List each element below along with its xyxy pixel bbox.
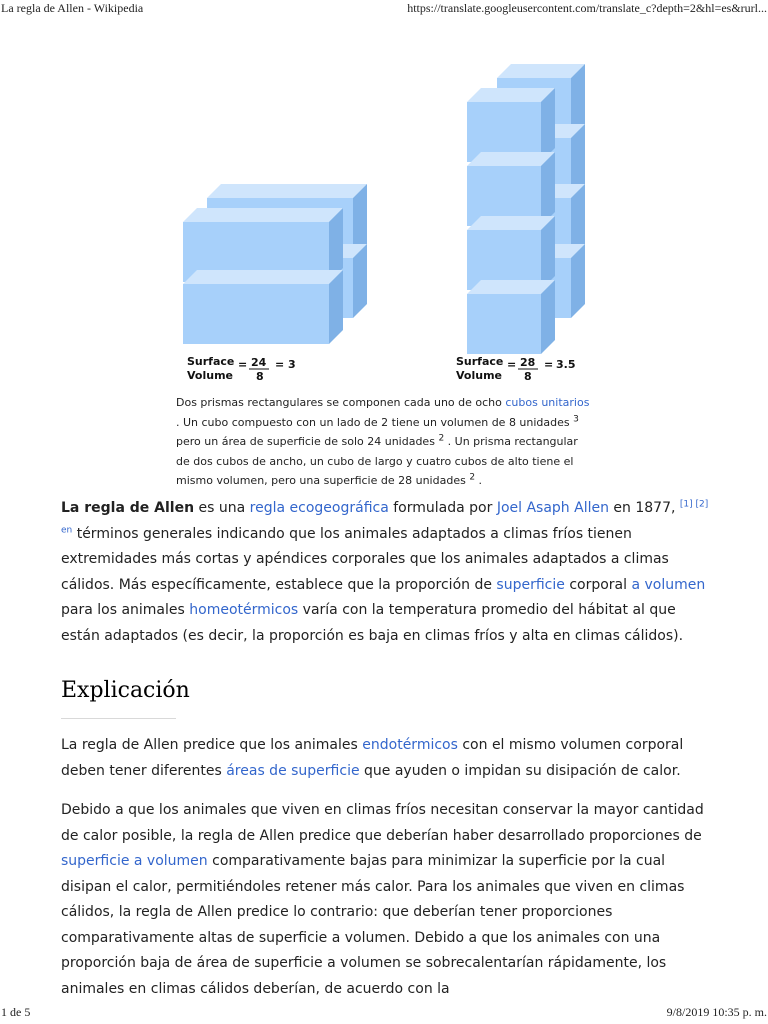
body-text: Debido a que los animales que viven en climas fríos necesitan conservar la mayor cantidad de calor posible, la regla de Allen predice que deberían haber desarrollado proporciones de xyxy=(61,802,704,844)
body-text: que ayuden o impidan su disipación de calor. xyxy=(359,762,681,779)
figure-caption xyxy=(176,393,594,491)
link-areas-de-superficie[interactable]: áreas de superficie xyxy=(226,762,360,779)
ref-en[interactable]: en xyxy=(61,524,73,535)
caption-sup: 2 xyxy=(469,472,476,483)
caption-text: . Un prisma rectangular de dos cubos de ancho, un cubo de largo y cuatro cubos de alto tiene el mismo volumen, pero una superficie de 28 unidades xyxy=(176,435,578,487)
page-url[interactable]: https://translate.googleusercontent.com/translate_c?depth=2&hl=es&rurl... xyxy=(407,1,767,15)
cube-right-front-4 xyxy=(467,280,555,354)
ref-2[interactable]: [2] xyxy=(695,499,709,510)
explanation-paragraph-1 xyxy=(61,733,711,784)
link-superficie-a-volumen[interactable]: superficie a volumen xyxy=(61,853,208,869)
body-text: corporal xyxy=(564,576,632,593)
body-text: es una xyxy=(194,500,250,516)
body-text: comparativamente bajas para minimizar la superficie por la cual disipan el calor, permitiéndoles retener más calor. Para los animales que viven en climas cálidos, la regla de Allen predice lo contrario: que deberían tener proporciones comparativamente altas de superficie a volumen. Debido a que los animales con una proporción baja de área de superficie a volumen se sobrecalentarían rápidamente, los animales en climas cálidos deberían, de acuerdo con la xyxy=(61,853,685,997)
cube-right-front-1 xyxy=(467,88,555,162)
left-surface-label: Surface xyxy=(187,355,235,368)
left-volume-label: Volume xyxy=(187,369,233,382)
cube-prisms-figure xyxy=(175,58,593,388)
cube-right-front-2 xyxy=(467,152,555,226)
link-homeotermicos[interactable]: homeotérmicos xyxy=(189,602,299,618)
cube-right-front-3 xyxy=(467,216,555,290)
explanation-paragraph-2 xyxy=(61,798,711,1002)
right-surface-label: Surface xyxy=(456,355,504,368)
right-volume-label: Volume xyxy=(456,369,502,382)
right-numerator: 28 xyxy=(520,356,536,369)
caption-text: Dos prismas rectangulares se componen cada uno de ocho xyxy=(176,396,506,409)
link-superficie[interactable]: superficie xyxy=(496,576,565,593)
intro-paragraph xyxy=(61,496,711,649)
page-number: 1 de 5 xyxy=(1,1005,31,1019)
body-text: varía con la temperatura promedio del hábitat al que están adaptados (es decir, la proporción es baja en climas fríos y alta en climas cálidos). xyxy=(61,602,684,644)
link-a-volumen[interactable]: a volumen xyxy=(631,576,706,593)
print-footer xyxy=(0,1002,768,1024)
caption-text: pero un área de superficie de solo 24 unidades xyxy=(176,435,439,448)
link-joel-asaph-allen[interactable]: Joel Asaph Allen xyxy=(496,500,609,516)
page-title: La regla de Allen - Wikipedia xyxy=(1,1,144,15)
body-text: La regla de Allen predice que los animales xyxy=(61,737,363,753)
right-eq-2: = xyxy=(544,358,554,371)
body-text: en 1877, xyxy=(608,500,680,516)
body-text: con el mismo volumen corporal deben tener diferentes xyxy=(61,737,684,779)
caption-text: . Un cubo compuesto con un lado de 2 tiene un volumen de 8 unidades xyxy=(176,415,574,429)
right-eq-1: = xyxy=(507,358,517,371)
link-regla-ecogeografica[interactable]: regla ecogeográfica xyxy=(249,500,389,516)
left-numerator: 24 xyxy=(251,356,267,369)
article-subject: La regla de Allen xyxy=(61,500,195,516)
section-heading-explicacion: Explicación xyxy=(61,674,176,719)
cube-prisms-image xyxy=(175,58,593,388)
right-denominator: 8 xyxy=(524,370,532,383)
link-cubos-unitarios[interactable]: cubos unitarios xyxy=(505,396,590,409)
caption-sup: 3 xyxy=(573,413,579,424)
left-eq-2: = xyxy=(275,358,285,371)
body-text: para los animales xyxy=(61,602,190,618)
cube-left-front-4 xyxy=(255,270,343,344)
left-result: 3 xyxy=(288,358,296,371)
body-text: términos generales indicando que los animales adaptados a climas fríos tienen extremidades más cortas y apéndices corporales que los animales adaptados a climas cálidos. Más específicamente, establece que la proporción de xyxy=(61,525,669,593)
left-denominator: 8 xyxy=(256,370,264,383)
caption-text: . xyxy=(475,474,483,487)
print-header xyxy=(0,0,768,18)
body-text: formulada por xyxy=(388,500,497,516)
caption-sup: 2 xyxy=(438,433,445,444)
link-endotermicos[interactable]: endotérmicos xyxy=(362,737,458,753)
print-datetime: 9/8/2019 10:35 p. m. xyxy=(666,1005,767,1019)
right-result: 3.5 xyxy=(556,358,576,371)
left-eq-1: = xyxy=(238,358,248,371)
ref-1[interactable]: [1] xyxy=(679,499,693,510)
